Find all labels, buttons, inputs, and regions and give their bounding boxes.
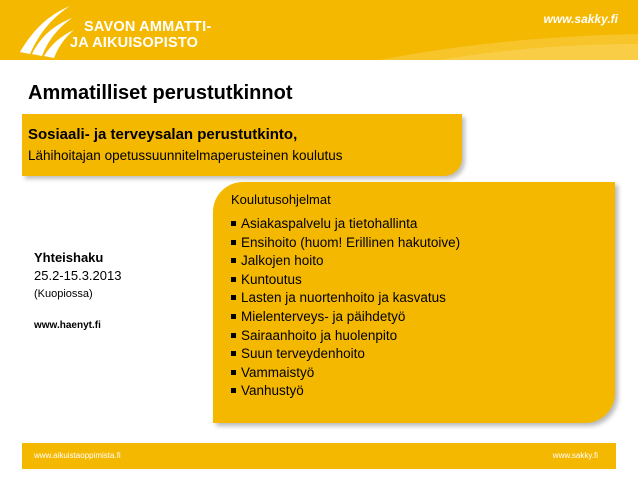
header-bar	[0, 0, 638, 60]
bullet-icon	[231, 351, 236, 356]
list-item	[231, 215, 460, 234]
list-item	[231, 345, 460, 364]
bullet-icon	[231, 221, 236, 226]
footer-link-right[interactable]: www.sakky.fi	[552, 451, 598, 460]
application-dates: 25.2-15.3.2013	[34, 268, 122, 283]
footer-link-left[interactable]: www.aikuistaoppimista.fi	[34, 451, 121, 460]
org-name-line2: JA AIKUISOPISTO	[70, 35, 199, 51]
bullet-icon	[231, 388, 236, 393]
program-label: Jalkojen hoito	[241, 253, 324, 269]
footer-bar	[22, 443, 616, 469]
list-item	[231, 252, 460, 271]
program-label: Mielenterveys- ja päihdetyö	[241, 308, 406, 324]
list-item	[231, 327, 460, 346]
programs-list	[231, 215, 460, 401]
application-label: Yhteishaku	[34, 250, 104, 265]
list-item	[231, 234, 460, 253]
bullet-icon	[231, 333, 236, 338]
program-label: Ensihoito (huom! Erillinen hakutoive)	[241, 234, 461, 250]
application-location: (Kuopiossa)	[34, 288, 93, 300]
list-item	[231, 289, 460, 308]
list-item	[231, 308, 460, 327]
list-item	[231, 382, 460, 401]
program-label: Suun terveydenhoito	[241, 346, 365, 362]
bullet-icon	[231, 314, 236, 319]
list-item	[231, 271, 460, 290]
bullet-icon	[231, 258, 236, 263]
bullet-icon	[231, 240, 236, 245]
application-link[interactable]: www.haenyt.fi	[34, 320, 101, 331]
org-name-line1: SAVON AMMATTI-	[84, 19, 212, 35]
degree-title: Sosiaali- ja terveysalan perustutkinto,	[28, 126, 298, 143]
degree-subtitle: Lähihoitajan opetussuunnitelmaperusteinen koulutus	[28, 148, 343, 163]
program-label: Vanhustyö	[241, 383, 304, 399]
header-website-link[interactable]: www.sakky.fi	[543, 12, 618, 26]
bullet-icon	[231, 277, 236, 282]
sakky-logo-icon	[12, 2, 76, 58]
program-label: Kuntoutus	[241, 271, 302, 287]
program-label: Lasten ja nuortenhoito ja kasvatus	[241, 290, 446, 306]
degree-banner	[22, 114, 462, 176]
programs-box	[213, 182, 615, 423]
program-label: Sairaanhoito ja huolenpito	[241, 327, 398, 343]
list-item	[231, 364, 460, 383]
bullet-icon	[231, 295, 236, 300]
program-label: Vammaistyö	[241, 364, 315, 380]
page-title: Ammatilliset perustutkinnot	[28, 82, 293, 104]
bullet-icon	[231, 370, 236, 375]
programs-heading: Koulutusohjelmat	[231, 192, 331, 207]
program-label: Asiakaspalvelu ja tietohallinta	[241, 216, 418, 231]
